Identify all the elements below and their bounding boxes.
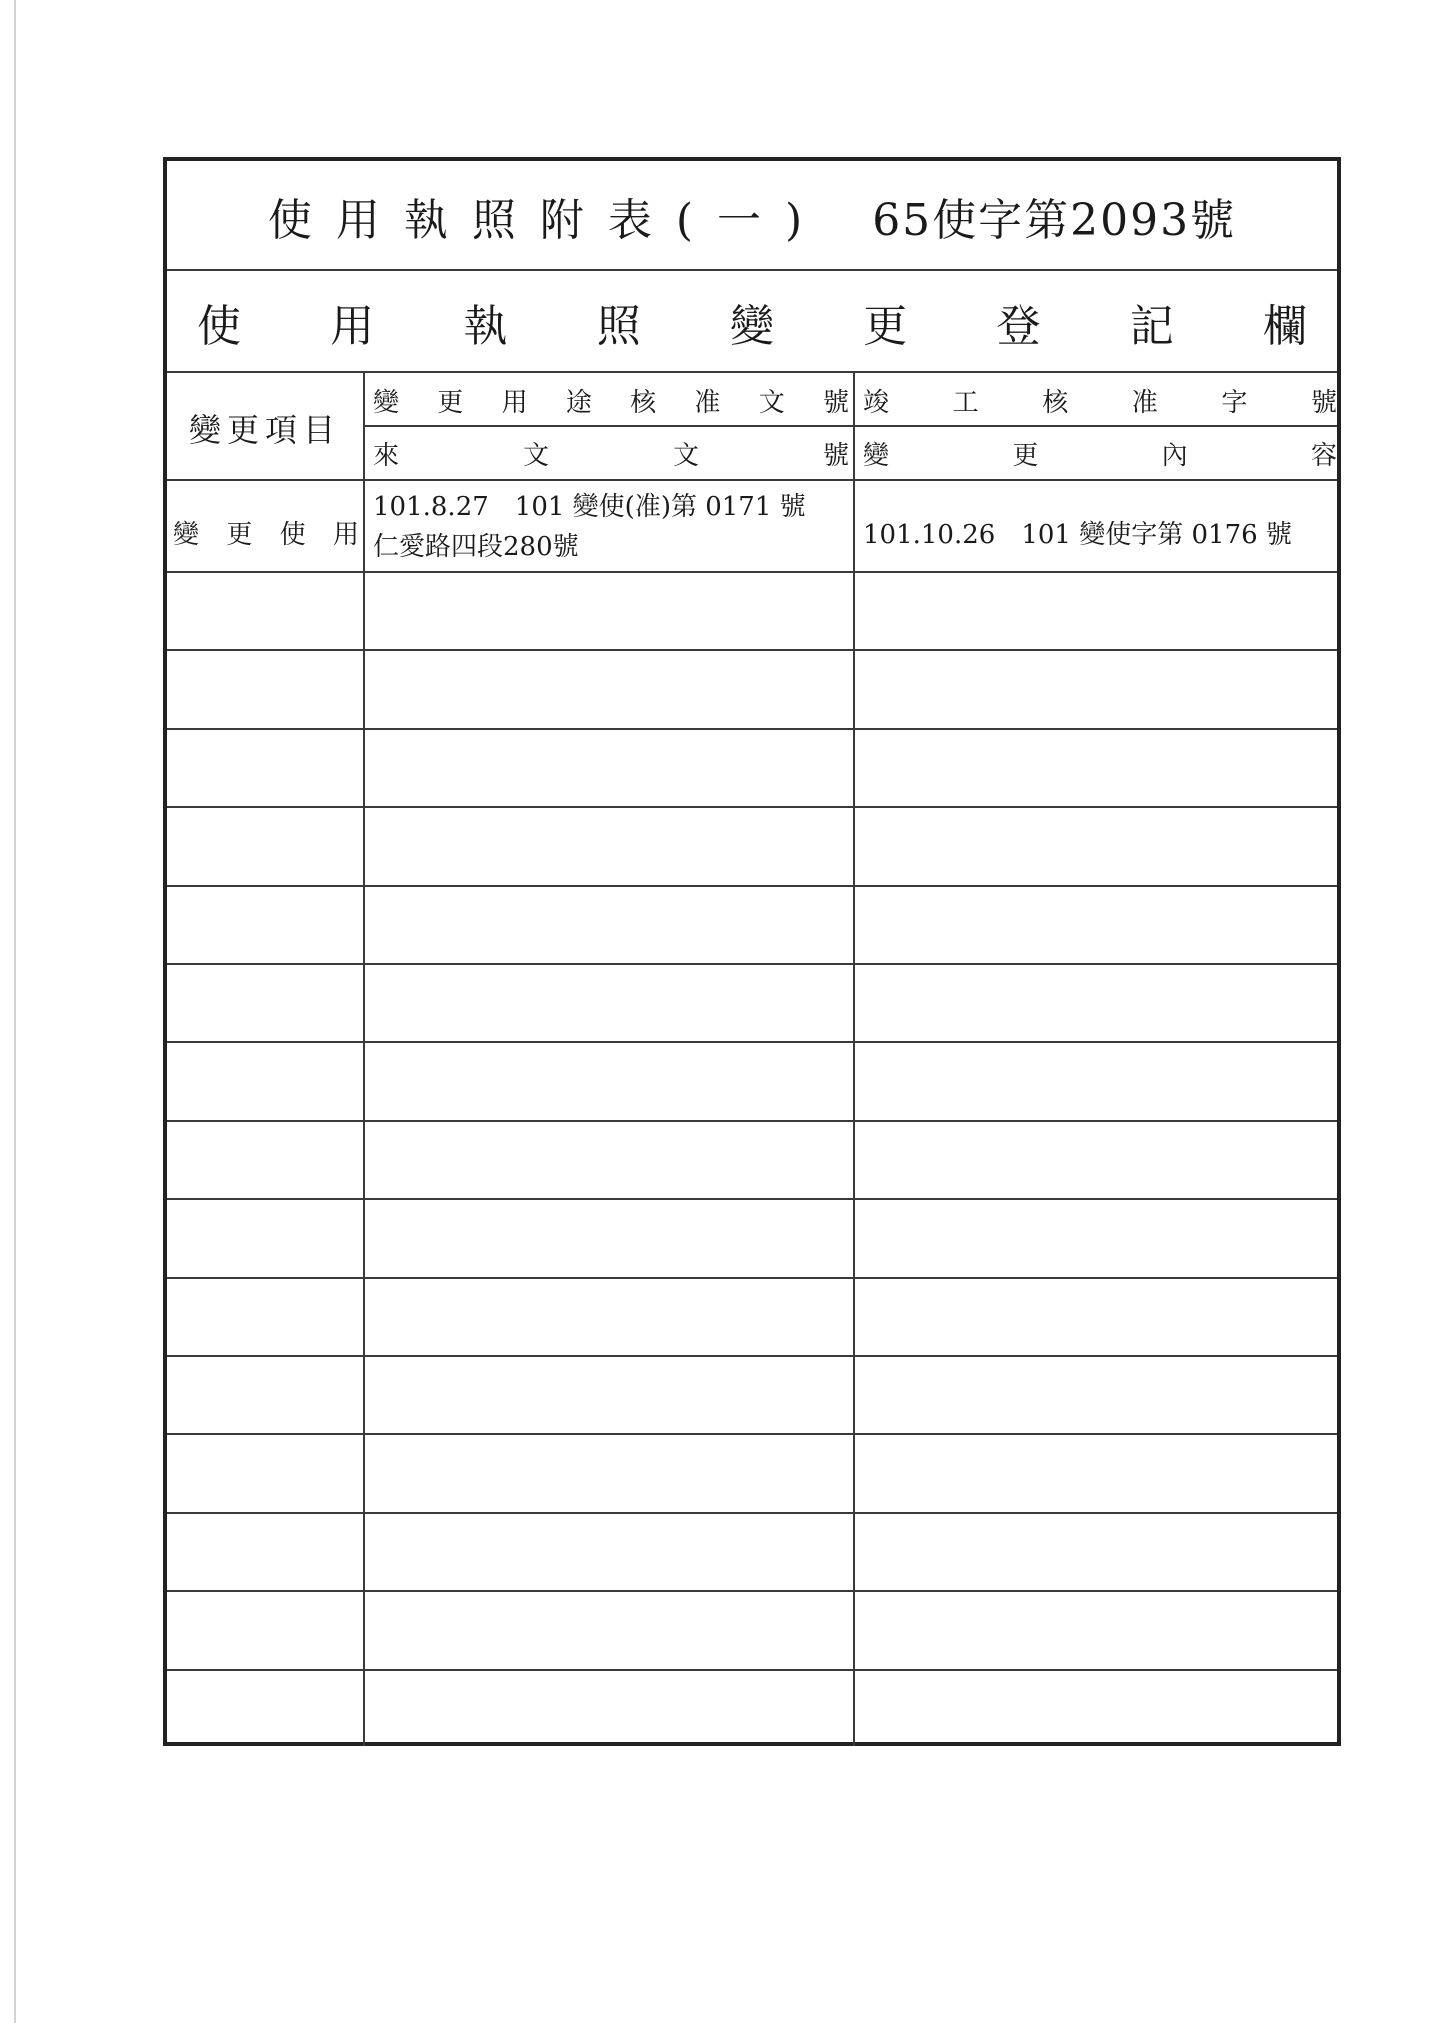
header-char: 用 [501,387,528,418]
header-char: 核 [630,387,657,418]
header-char: 字 [1221,387,1248,418]
heading-char: 更 [863,301,908,352]
form-title-main: 使用執照附表(一) [267,195,827,246]
row-divider [167,1433,1337,1435]
permit-number: 65使字第2093號 [872,195,1237,246]
header-char: 文 [522,440,549,471]
heading-char: 變 [730,301,774,352]
header-char: 竣 [863,387,890,418]
header-char: 准 [694,387,721,418]
row-divider [167,1590,1337,1592]
heading-char: 執 [463,301,508,352]
header-char: 容 [1310,440,1337,471]
row-divider [167,1198,1337,1200]
row-divider [167,649,1337,651]
row-divider [167,728,1337,730]
header-char: 變 [373,387,400,418]
heading-char: 記 [1129,301,1174,352]
heading-char: 用 [330,301,375,352]
row-divider [167,885,1337,887]
item-char: 變 [173,519,200,550]
row-divider [167,1512,1337,1514]
heading-char: 登 [996,301,1041,352]
empty-rows [167,161,1337,1742]
header-char: 號 [822,387,849,418]
header-char: 來 [373,440,400,471]
heading-char: 使 [197,301,241,352]
row-divider [167,571,1337,573]
header-char: 號 [1310,387,1337,418]
header-char: 變 [863,440,890,471]
header-char: 准 [1131,387,1158,418]
registration-form [163,157,1341,1746]
item-char: 用 [332,519,359,550]
row-divider [167,1355,1337,1357]
scan-edge-line [14,0,16,2023]
table-row-completion-no: 101.10.26 101 變使字第 0176 號 [863,519,1292,550]
row-divider [167,806,1337,808]
header-char: 文 [758,387,785,418]
row-divider [167,1041,1337,1043]
header-change-item: 變更項目 [188,411,341,449]
header-char: 途 [565,387,592,418]
heading-char: 欄 [1263,301,1307,352]
header-char: 核 [1042,387,1069,418]
header-char: 更 [1012,440,1039,471]
item-char: 更 [226,519,253,550]
row-divider [167,963,1337,965]
doc-address: 仁愛路四段280號 [373,532,579,562]
row-divider [167,1120,1337,1122]
header-char: 工 [952,387,979,418]
doc-line: 101.8.27 101 變使(准)第 0171 號 [373,492,806,522]
row-divider [167,1277,1337,1279]
row-divider [167,1669,1337,1671]
item-char: 使 [279,519,306,550]
heading-char: 照 [596,301,641,352]
header-char: 更 [437,387,464,418]
header-char: 內 [1161,440,1188,471]
header-char: 號 [822,440,849,471]
header-char: 文 [672,440,699,471]
